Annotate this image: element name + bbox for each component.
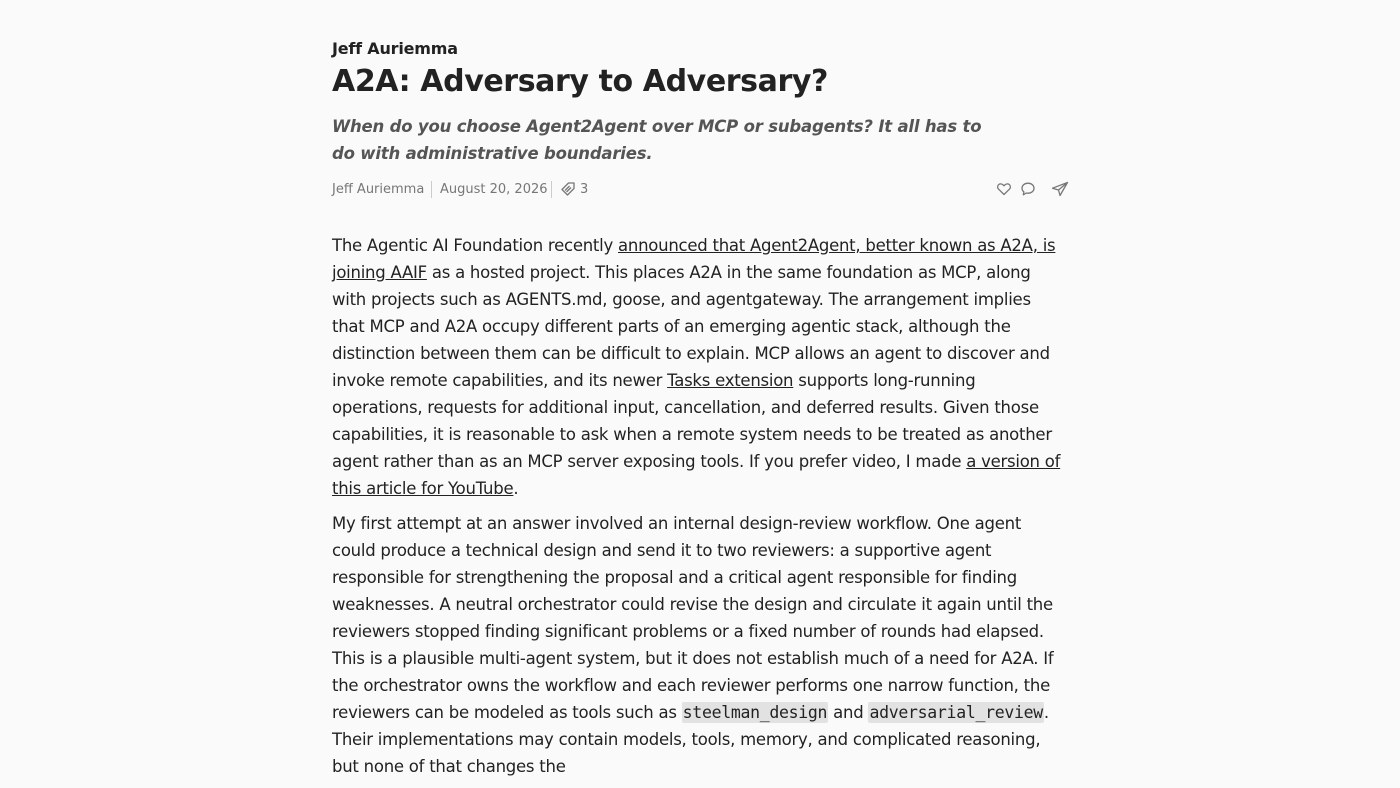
restack-icon[interactable] [560,181,578,199]
text-span: The Agentic AI Foundation recently [332,236,618,255]
text-span: and [828,703,869,722]
article-paragraph [332,232,1068,502]
meta-divider [551,181,552,198]
text-span: . Their implementations may contain models, tools, memory, and complicated reasoning, but none of that changes the [332,703,1049,776]
post-date: August 20, 2026 [440,182,548,197]
restack-count[interactable]: 3 [580,182,589,197]
aaif-announcement-link[interactable]: announced that Agent2Agent, better known as A2A, is joining AAIF [332,236,1056,282]
publication-byline[interactable]: Jeff Auriemma [332,39,458,58]
post-meta [332,180,1068,200]
youtube-version-link[interactable]: a version of this article for YouTube [332,452,1061,498]
text-span: . [513,479,519,498]
text-span: My first attempt at an answer involved an internal design-review workflow. One agent could produce a technical design and send it to two reviewers: a supportive agent responsible for strengthening the proposal and a critical agent responsible for finding weaknesses. A neutral orchestrator could revise the design and circulate it again until the reviewers stopped finding significant problems or a fixed number of rounds had elapsed. This is a plausible multi-agent system, but it does not establish much of a need for A2A. If the orchestrator owns the workflow and each reviewer performs one narrow function, the reviewers can be modeled as tools such as [332,514,1054,722]
heart-icon[interactable] [996,181,1014,199]
article-body [332,232,1068,788]
share-icon[interactable] [1051,181,1069,199]
meta-divider [431,181,432,198]
text-span: as a hosted project. This places A2A in the same foundation as MCP, along with projects such as AGENTS.md, goose, and agentgateway. The arrangement implies that MCP and A2A occupy different parts of an emerging agentic stack, although the distinction between them can be difficult to explain. MCP allows an agent to discover and invoke remote capabilities, and its newer [332,263,1050,390]
article-paragraph [332,510,1068,780]
inline-code: adversarial_review [869,703,1043,722]
text-span: supports long-running operations, requests for additional input, cancellation, and deferred results. Given those capabilities, it is reasonable to ask when a remote system needs to be treated as another agent rather than as an MCP server exposing tools. If you prefer video, I made [332,371,1052,471]
inline-code: steelman_design [682,703,828,722]
comment-icon[interactable] [1020,181,1038,199]
post-subtitle: When do you choose Agent2Agent over MCP or subagents? It all has to do with administrative boundaries. [332,117,982,163]
tasks-extension-link[interactable]: Tasks extension [667,371,794,390]
post-title: A2A: Adversary to Adversary? [332,64,829,99]
author-link[interactable]: Jeff Auriemma [332,182,425,197]
